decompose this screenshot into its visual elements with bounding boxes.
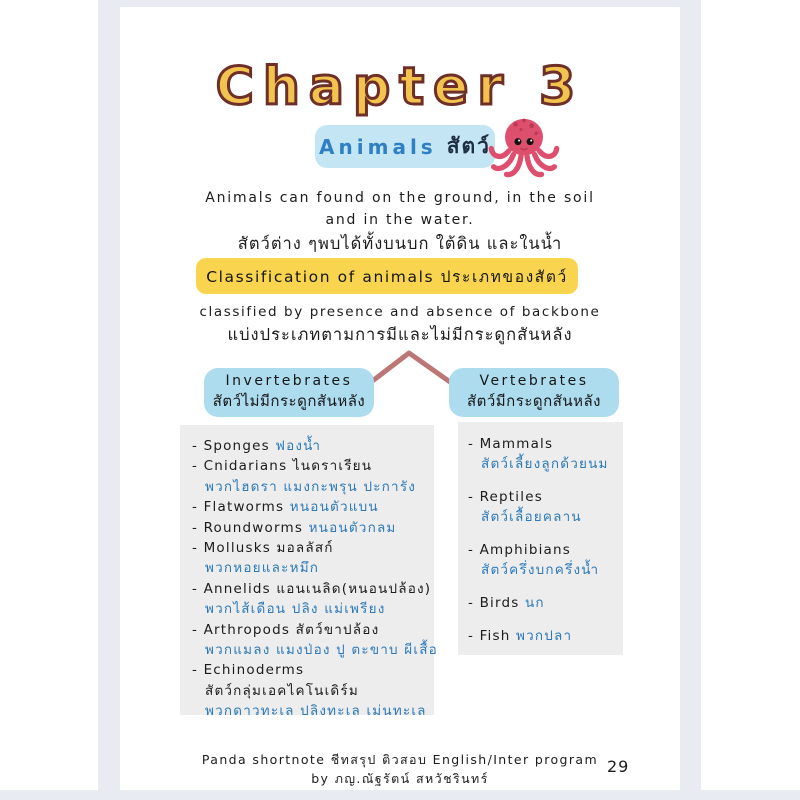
list-line — [192, 620, 428, 640]
invertebrates-label-english: Invertebrates — [225, 372, 353, 389]
list-line — [192, 599, 428, 619]
footer-line-2: by ภญ.ณัฐรัตน์ สหวัชรินทร์ — [311, 771, 489, 786]
thai-translation-text: หนอนตัวกลม — [308, 519, 397, 536]
page-edge-bottom — [0, 790, 800, 800]
intro-line-thai: สัตว์ต่าง ๆพบได้ทั้งบนบก ใต้ดิน และในน้ำ — [237, 234, 563, 253]
thai-translation-text: พวกไส้เดือน ปลิง แม่เพรียง — [205, 601, 386, 618]
list-line — [192, 477, 428, 497]
english-term-text: - Echinoderms — [192, 662, 305, 679]
list-line — [192, 456, 428, 476]
topic-badge — [315, 125, 495, 168]
vertebrates-label-english: Vertebrates — [479, 372, 589, 389]
page-number: 29 — [607, 757, 630, 776]
intro-line-1: Animals can found on the ground, in the soil — [205, 190, 595, 206]
english-term-text: - Roundworms — [192, 519, 309, 536]
thai-translation-text: พวกดาวทะเล ปลิงทะเล เม่นทะเล — [205, 703, 427, 720]
list-line — [192, 681, 428, 701]
list-line — [192, 558, 428, 578]
thai-translation-text: พวกหอยและหมึก — [205, 560, 320, 577]
list-line — [192, 579, 432, 599]
page-edge-right — [680, 0, 701, 800]
intro-paragraph — [120, 187, 680, 257]
english-term-text: - Mollusks มอลลัสก์ — [192, 540, 334, 557]
list-line — [468, 560, 619, 580]
thai-translation-text: สัตว์เลื้อยคลาน — [481, 509, 582, 525]
footer-line-1: Panda shortnote ชีทสรุป ติวสอบ English/Inter program — [201, 752, 599, 767]
thai-translation-text: หนอนตัวแบน — [289, 499, 379, 516]
english-term-text: - Birds — [468, 595, 525, 611]
footer-credit — [120, 750, 680, 788]
vertebrates-list-panel — [458, 422, 623, 655]
english-term-text: - Arthropods สัตว์ขาปล้อง — [192, 621, 380, 638]
invertebrates-label-thai: สัตว์ไม่มีกระดูกสันหลัง — [212, 391, 366, 410]
invertebrates-list-panel — [180, 425, 438, 720]
list-line — [192, 436, 428, 456]
thai-translation-text: สัตว์ครึ่งบกครึ่งน้ำ — [481, 562, 600, 578]
list-line — [468, 593, 619, 613]
thai-translation-text: พวกแมลง แมงป่อง ปู ตะขาบ ผีเสื้อ — [205, 642, 438, 659]
invertebrates-label-box — [204, 368, 374, 417]
page-edge-left — [98, 0, 120, 800]
list-line — [468, 507, 619, 527]
octopus-icon — [486, 109, 562, 185]
list-line — [468, 454, 619, 474]
english-term-text: - Reptiles — [468, 489, 543, 505]
english-term-text: - Mammals — [468, 436, 554, 452]
english-term-text: - Cnidarians ไนดราเรียน — [192, 458, 373, 475]
list-line — [468, 487, 619, 507]
thai-translation-text: นก — [524, 595, 545, 611]
vertebrates-label-box — [449, 368, 619, 417]
english-term-text: - Sponges — [192, 438, 276, 454]
topic-badge-english: Animals — [319, 134, 437, 159]
list-line — [192, 538, 428, 558]
classification-heading: Classification of animals ประเภทของสัตว์ — [196, 258, 578, 294]
thai-translation-text: สัตว์เลี้ยงลูกด้วยนม — [481, 456, 609, 472]
topic-badge-thai: สัตว์ — [446, 134, 491, 158]
thai-translation-text: ฟองน้ำ — [275, 438, 322, 454]
list-line — [192, 518, 428, 538]
english-term-text: สัตว์กลุ่มเอคไคโนเดิร์ม — [205, 682, 359, 699]
english-term-text: - Flatworms — [192, 499, 290, 516]
list-line — [468, 434, 619, 454]
list-line — [192, 497, 428, 517]
list-line — [192, 640, 438, 660]
classification-subtitle-thai: แบ่งประเภทตามการมีและไม่มีกระดูกสันหลัง — [227, 325, 573, 344]
thai-translation-text: พวกปลา — [515, 628, 573, 644]
list-line — [468, 540, 619, 560]
intro-line-2: and in the water. — [325, 212, 475, 228]
list-line — [468, 626, 619, 646]
page-edge-top — [98, 0, 701, 7]
english-term-text: - Fish — [468, 628, 516, 644]
list-line — [192, 660, 428, 680]
english-term-text: - Annelids แอนเนลิด(หนอนปล้อง) — [192, 580, 432, 597]
vertebrates-label-thai: สัตว์มีกระดูกสันหลัง — [466, 391, 602, 410]
note-page — [120, 7, 680, 790]
list-line — [192, 701, 428, 721]
classification-subtitle-english: classified by presence and absence of backbone — [199, 304, 601, 320]
english-term-text: - Amphibians — [468, 542, 572, 558]
chapter-title: Chapter 3 — [215, 57, 585, 117]
thai-translation-text: พวกไฮดรา แมงกะพรุน ปะการัง — [205, 478, 417, 495]
